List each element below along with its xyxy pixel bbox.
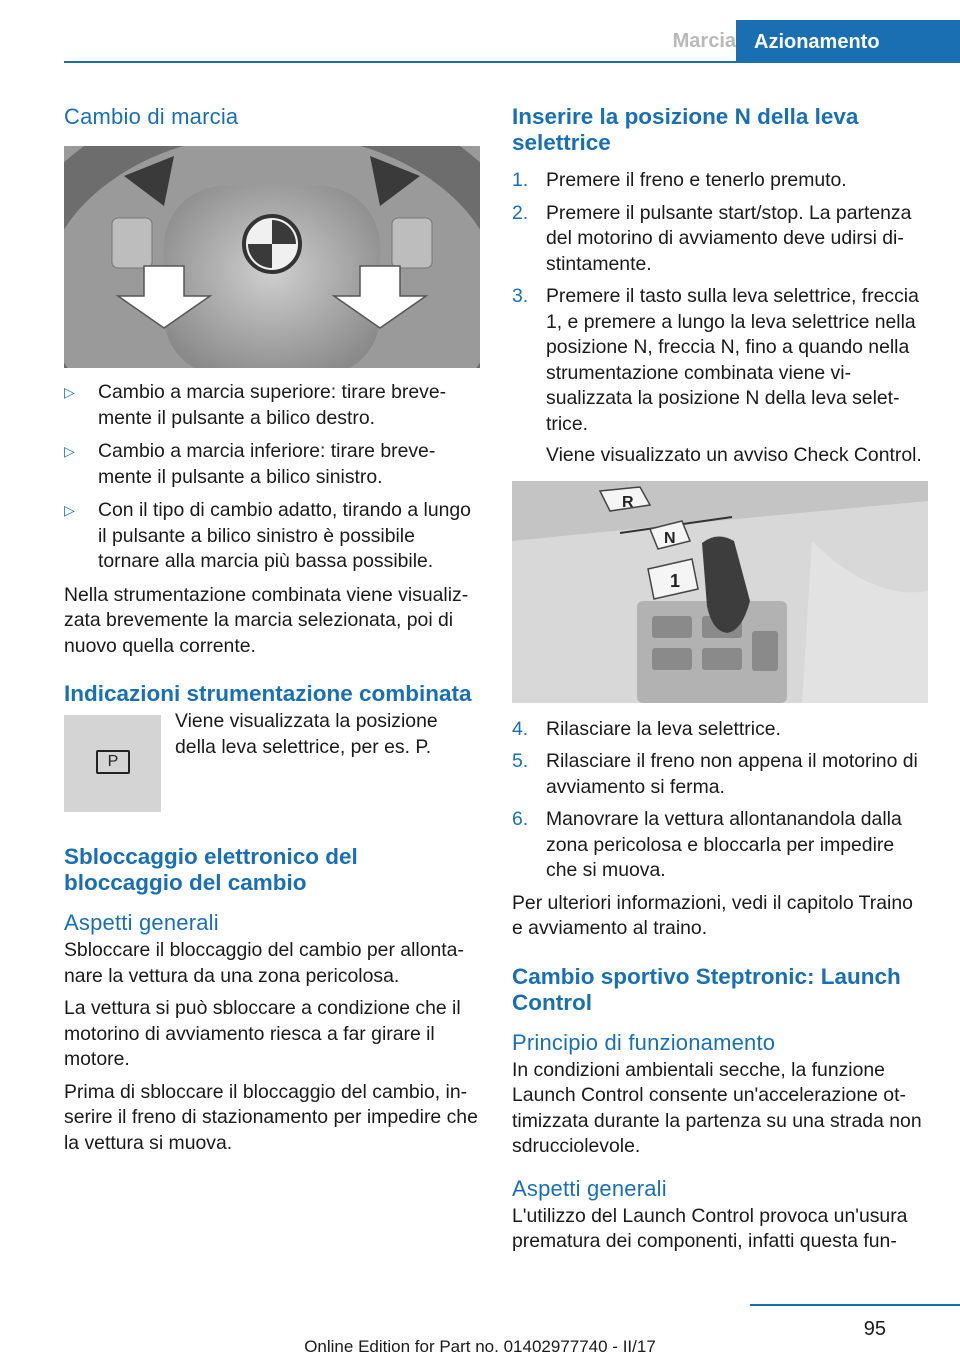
gear-bullet-list	[64, 380, 478, 575]
steps-list-a	[512, 168, 926, 469]
list-item: 2. Premere il pulsante start/stop. La partenza del motorino di avviamento deve udirsi distintamente.	[512, 201, 912, 275]
list-item: ▷ Cambio a marcia inferiore: tirare brevemente il pulsante a bilico sinistro.	[64, 440, 436, 488]
steering-wheel-image	[64, 146, 480, 368]
principle-text: In condizioni ambientali secche, la funzione Launch Control consente un'accelerazione ottimizzata durante la partenza su una strada non sdrucciolevole.	[512, 1058, 922, 1157]
park-badge-icon: P	[96, 750, 130, 774]
footer-rule	[750, 1304, 960, 1306]
triangle-bullet-icon: ▷	[64, 384, 75, 400]
list-item: 4. Rilasciare la leva selettrice.	[512, 717, 781, 740]
edition-line: Online Edition for Part no. 01402977740 - II/17	[304, 1337, 656, 1356]
general-2-text: L'utilizzo del Launch Control provoca un'usura prematura dei componenti, infatti questa fun-	[512, 1204, 908, 1252]
tow-note: Per ulteriori informazioni, vedi il capitolo Traino e avviamento al traino.	[512, 891, 913, 939]
list-item: ▷ Con il tipo di cambio adatto, tirando a lungo il pulsante a bilico sinistro è possibile tornare alla marcia più bassa possibile.	[64, 499, 471, 572]
header-rule	[64, 61, 960, 63]
gear-position-icon	[64, 715, 161, 812]
gear-note: Nella strumentazione combinata viene visualizzata brevemente la marcia selezionata, poi di nuovo quella corrente.	[64, 583, 469, 657]
indicator-block	[64, 710, 478, 812]
page-number: 95	[863, 1318, 886, 1340]
heading-neutral: Inserire la posizione N della leva selettrice	[512, 104, 859, 155]
svg-text:R: R	[622, 493, 634, 511]
gear-selector-image	[512, 481, 928, 703]
list-item: ▷ Cambio a marcia superiore: tirare brevemente il pulsante a bilico destro.	[64, 381, 447, 429]
header-subsection-tab: Azionamento	[736, 20, 960, 62]
heading-general-2: Aspetti generali	[512, 1175, 667, 1201]
heading-principle: Principio di funzionamento	[512, 1029, 776, 1055]
list-item: 1. Premere il freno e tenerlo premuto.	[512, 169, 847, 191]
steps-list-b	[512, 717, 926, 884]
list-item: 6. Manovrare la vettura allontanandola dalla zona pericolosa e bloccarla per impedire che si muova.	[512, 808, 902, 881]
svg-text:1: 1	[670, 570, 681, 591]
svg-text:N: N	[664, 529, 676, 547]
triangle-bullet-icon: ▷	[64, 443, 75, 459]
heading-gear-change: Cambio di marcia	[64, 104, 239, 129]
list-item: 3. Premere il tasto sulla leva selettrice, freccia 1, e premere a lungo la leva selettrice nella posizione N, freccia N, fino a quando nella strumentazione combinata viene visualizzata la posizione N della leva selettrice. Viene visualizzato un avviso Check Control.	[512, 285, 922, 466]
heading-launch-control: Cambio sportivo Steptronic: Launch Control	[512, 963, 901, 1015]
left-column	[64, 100, 478, 1163]
right-column	[512, 100, 926, 1262]
triangle-bullet-icon: ▷	[64, 502, 75, 518]
header-section-tab: Marcia	[672, 30, 736, 52]
list-item: 5. Rilasciare il freno non appena il motorino di avviamento si ferma.	[512, 750, 918, 798]
heading-indicator: Indicazioni strumentazione combinata	[64, 681, 472, 706]
general-paragraph: Prima di sbloccare il bloccaggio del cambio, inserire il freno di stazionamento per impedire che la vettura si muova.	[64, 1080, 478, 1154]
heading-general: Aspetti generali	[64, 910, 219, 935]
heading-unlock: Sbloccaggio elettronico del bloccaggio del cambio	[64, 844, 358, 895]
indicator-text: Viene visualizzata la posizione della leva selettrice, per es. P.	[175, 710, 438, 758]
general-paragraph: La vettura si può sbloccare a condizione che il motorino di avviamento riesca a far girare il motore.	[64, 997, 461, 1070]
general-paragraph: Sbloccare il bloccaggio del cambio per allontanare la vettura da una zona pericolosa.	[64, 939, 464, 987]
